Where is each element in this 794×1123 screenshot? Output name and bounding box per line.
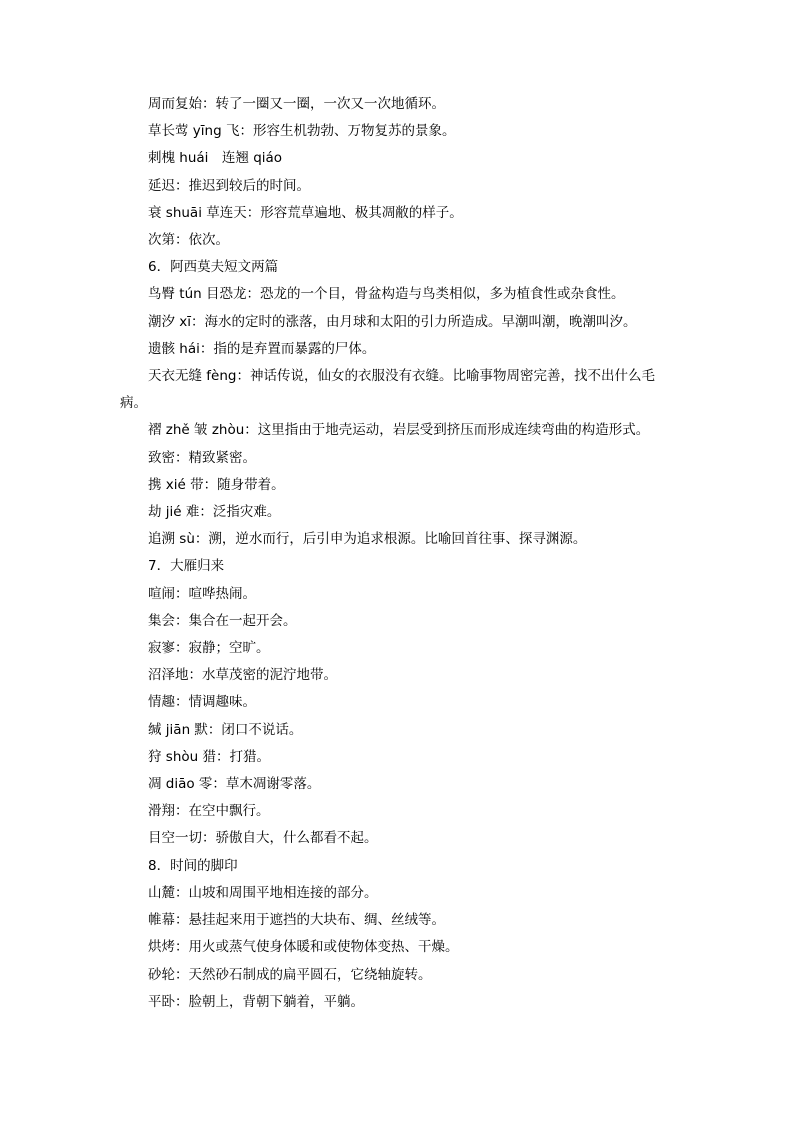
vocab-entry: 凋 diāo 零：草木凋谢零落。 — [148, 776, 321, 793]
vocab-entry: 衰 shuāi 草连天：形容荒草遍地、极其凋敝的样子。 — [148, 204, 463, 221]
vocab-entry: 携 xié 带：随身带着。 — [148, 476, 285, 493]
vocab-entry: 天衣无缝 fèng：神话传说，仙女的衣服没有衣缝。比喻事物周密完善，找不出什么毛病。 — [120, 368, 655, 412]
vocab-entry: 烘烤：用火或蒸气使身体暖和或使物体变热、干燥。 — [148, 939, 459, 956]
vocab-entry: 沼泽地：水草茂密的泥泞地带。 — [148, 667, 337, 684]
vocab-entry: 草长莺 yīng 飞：形容生机勃勃、万物复苏的景象。 — [148, 123, 456, 140]
section-heading: 8．时间的脚印 — [148, 857, 238, 874]
vocab-entry: 追溯 sù：溯，逆水而行，后引申为追求根源。比喻回首往事、探寻渊源。 — [148, 531, 587, 548]
vocab-entry: 帷幕：悬挂起来用于遮挡的大块布、绸、丝绒等。 — [148, 912, 445, 929]
vocabulary-list — [120, 91, 680, 1016]
vocab-entry: 周而复始：转了一圈又一圈，一次又一次地循环。 — [148, 96, 445, 112]
vocab-entry: 平卧：脸朝上，背朝下躺着，平躺。 — [148, 993, 364, 1010]
vocab-entry: 狩 shòu 猎：打猎。 — [148, 748, 270, 765]
vocab-entry: 砂轮：天然砂石制成的扁平圆石，它绕轴旋转。 — [148, 966, 432, 983]
vocab-entry: 滑翔：在空中飘行。 — [148, 803, 270, 820]
vocab-entry: 劫 jié 难：泛指灾难。 — [148, 504, 281, 521]
vocab-entry: 集会：集合在一起开会。 — [148, 612, 297, 629]
vocab-entry: 潮汐 xī：海水的定时的涨落，由月球和太阳的引力所造成。早潮叫潮，晚潮叫汐。 — [148, 313, 637, 330]
vocab-entry: 致密：精致紧密。 — [148, 449, 256, 466]
vocab-entry: 山麓：山坡和周围平地相连接的部分。 — [148, 884, 378, 901]
vocab-entry: 喧闹：喧哗热闹。 — [148, 585, 256, 602]
section-heading: 6．阿西莫夫短文两篇 — [148, 259, 279, 276]
vocab-entry: 鸟臀 tún 目恐龙：恐龙的一个目，骨盆构造与鸟类相似，多为植食性或杂食性。 — [148, 286, 625, 303]
vocab-entry: 遗骸 hái：指的是弃置而暴露的尸体。 — [148, 340, 376, 357]
vocab-entry: 刺槐 huái 连翘 qiáo — [148, 150, 283, 167]
vocab-entry: 目空一切：骄傲自大，什么都看不起。 — [148, 830, 378, 847]
vocab-entry: 延迟：推迟到较后的时间。 — [148, 177, 310, 194]
vocab-entry: 褶 zhě 皱 zhòu：这里指由于地壳运动，岩层受到挤压而形成连续弯曲的构造形式。 — [148, 422, 650, 439]
vocab-entry: 情趣：情调趣味。 — [148, 694, 256, 711]
vocab-entry: 缄 jiān 默：闭口不说话。 — [148, 721, 303, 738]
vocab-entry: 次第：依次。 — [148, 232, 229, 249]
section-heading: 7．大雁归来 — [148, 558, 225, 575]
vocab-entry: 寂寥：寂静；空旷。 — [148, 640, 270, 657]
